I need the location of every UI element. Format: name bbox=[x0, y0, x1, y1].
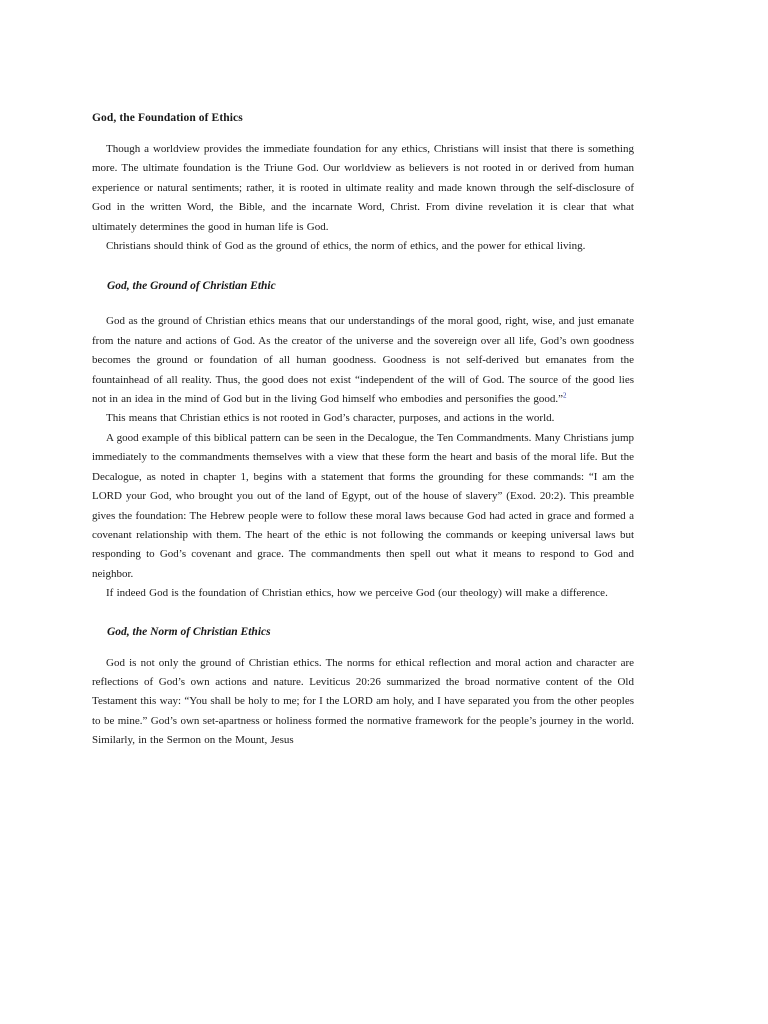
section-heading-norm: God, the Norm of Christian Ethics bbox=[107, 625, 271, 638]
footnote-reference[interactable]: 2 bbox=[563, 391, 567, 400]
paragraph-foundation-2: Christians should think of God as the ground of ethics, the norm of ethics, and the power for ethical living. bbox=[106, 240, 586, 253]
paragraph-ground-4: If indeed God is the foundation of Christian ethics, how we perceive God (our theology) will make a difference. bbox=[106, 587, 608, 600]
paragraph-ground-3: A good example of this biblical pattern can be seen in the Decalogue, the Ten Commandments. Many Christians jump immediately to the commandments themselves with a view that these form the heart and basis of the moral life. But the Decalogue, as noted in chapter 1, begins with a statement that forms the grounding for these commands: “I am the LORD your God, who brought you out of the land of Egypt, out of the house of slavery” (Exod. 20:2). This preamble gives the foundation: The Hebrew people were to follow these moral laws because God had acted in grace and formed a covenant relationship with them. The heart of the ethic is not following the commands or keeping universal laws but responding to God’s covenant and grace. The commandments then spell out what it means to respond to God and neighbor. bbox=[92, 431, 634, 580]
paragraph-ground-1-text: God as the ground of Christian ethics means that our understandings of the moral good, right, wise, and just emanate from the nature and actions of God. As the creator of the universe and the sovereign over all life, God’s own goodness becomes the ground or foundation of all human goodness. Goodness is not self-derived but emanates from the fountainhead of all reality. Thus, the good does not exist “independent of the will of God. The source of the good lies not in an idea in the mind of God but in the living God himself who embodies and personifies the good.” bbox=[92, 315, 634, 406]
section-heading-ground: God, the Ground of Christian Ethic bbox=[107, 280, 276, 293]
paragraph-foundation-1: Though a worldview provides the immediate foundation for any ethics, Christians will insist that there is something more. The ultimate foundation is the Triune God. Our worldview as believers is not rooted in or derived from human experience or natural sentiments; rather, it is rooted in ultimate reality and made known through the self-disclosure of God in the written Word, the Bible, and the incarnate Word, Christ. From divine revelation it is clear that what ultimately determines the good in human life is God. bbox=[92, 143, 634, 233]
paragraph-norm-1: God is not only the ground of Christian ethics. The norms for ethical reflection and moral action and character are reflections of God’s own actions and nature. Leviticus 20:26 summarized the broad normative content of the Old Testament this way: “You shall be holy to me; for I the LORD am holy, and I have separated you from the other peoples to be mine.” God’s own set-apartness or holiness formed the normative framework for the people’s journey in the world. Similarly, in the Sermon on the Mount, Jesus bbox=[92, 656, 634, 747]
paragraph-ground-1 bbox=[92, 312, 634, 409]
paragraph-ground-2: This means that Christian ethics is not rooted in God’s character, purposes, and actions in the world. bbox=[106, 412, 555, 425]
section-heading-foundation: God, the Foundation of Ethics bbox=[92, 112, 243, 124]
